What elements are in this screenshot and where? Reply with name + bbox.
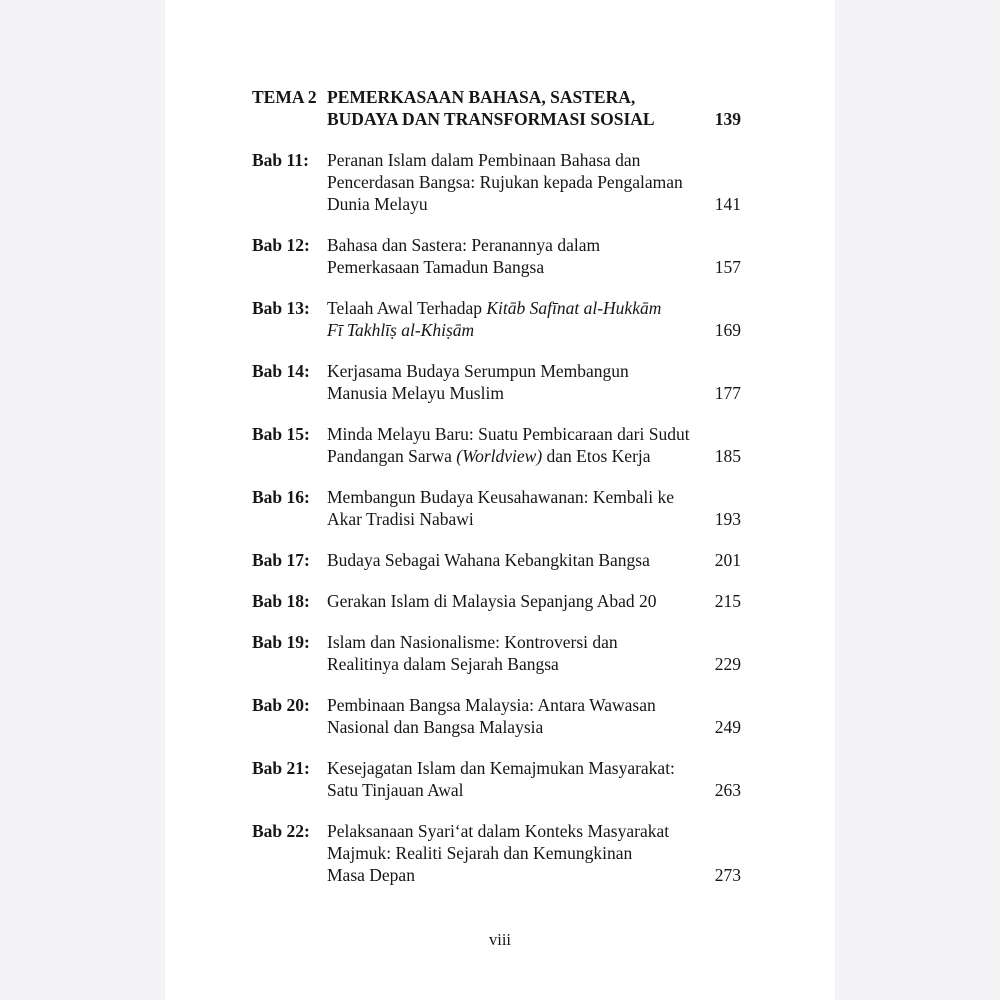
title-segment: Islam dan Nasionalisme: Kontroversi dan: [327, 632, 618, 652]
title-segment: Budaya Sebagai Wahana Kebangkitan Bangsa: [327, 550, 650, 570]
title-segment: Manusia Melayu Muslim: [327, 383, 504, 403]
entry-title-line: [327, 360, 703, 382]
title-segment: Minda Melayu Baru: Suatu Pembicaraan dari Sudut: [327, 424, 690, 444]
entry-title-line: [327, 486, 703, 508]
entry-title: [327, 631, 703, 675]
entry-page-number: 201: [714, 550, 741, 570]
entry-title: [327, 820, 703, 886]
entry-label: Bab 21:: [252, 758, 310, 778]
entry-title-line: [327, 193, 703, 215]
entry-title: [327, 549, 703, 571]
title-segment: Akar Tradisi Nabawi: [327, 509, 474, 529]
entry-page-number: 157: [714, 257, 741, 277]
title-segment: Majmuk: Realiti Sejarah dan Kemungkinan: [327, 843, 633, 863]
entry-title-line: [327, 694, 703, 716]
entry-page-number: 139: [714, 109, 741, 129]
entry-page-number: 273: [714, 865, 741, 885]
entry-page-number: 193: [714, 509, 741, 529]
title-segment: Masa Depan: [327, 865, 415, 885]
entry-page-number: 263: [714, 780, 741, 800]
toc-entry: [252, 297, 741, 341]
title-segment: Peranan Islam dalam Pembinaan Bahasa dan: [327, 150, 641, 170]
toc-entry: [252, 694, 741, 738]
title-segment: Dunia Melayu: [327, 194, 428, 214]
toc-entry: [252, 234, 741, 278]
toc-entry: [252, 486, 741, 530]
entry-page-number: 229: [714, 654, 741, 674]
entry-title-line: [327, 590, 703, 612]
title-segment: PEMERKASAAN BAHASA, SASTERA,: [327, 87, 636, 107]
toc-entry: [252, 360, 741, 404]
entry-title-line: [327, 423, 703, 445]
entry-title-line: [327, 171, 703, 193]
entry-page-number: 215: [714, 591, 741, 611]
entry-label: Bab 18:: [252, 591, 310, 611]
title-segment-italic: Fī Takhlīṣ al-Khiṣām: [327, 320, 475, 340]
title-segment: Pelaksanaan Syari‘at dalam Konteks Masyarakat: [327, 821, 670, 841]
entry-title-line: [327, 757, 703, 779]
entry-title-line: [327, 653, 703, 675]
entry-title: [327, 149, 703, 215]
entry-title-line: [327, 716, 703, 738]
entry-title: [327, 423, 703, 467]
title-segment: Pencerdasan Bangsa: Rujukan kepada Pengalaman: [327, 172, 683, 192]
entry-label: Bab 13:: [252, 298, 310, 318]
entry-label: Bab 22:: [252, 821, 310, 841]
entry-label: Bab 20:: [252, 695, 310, 715]
toc-entry: [252, 631, 741, 675]
entry-title: [327, 234, 703, 278]
entry-title-line: [327, 820, 703, 842]
title-segment: Nasional dan Bangsa Malaysia: [327, 717, 544, 737]
entry-label: Bab 19:: [252, 632, 310, 652]
entry-title-line: [327, 842, 703, 864]
entry-title: [327, 297, 703, 341]
title-segment: Pembinaan Bangsa Malaysia: Antara Wawasan: [327, 695, 656, 715]
entry-title-line: [327, 149, 703, 171]
page-number-folio: viii: [488, 930, 511, 949]
table-of-contents: [252, 86, 741, 886]
entry-title-line: [327, 319, 703, 341]
title-segment: Membangun Budaya Keusahawanan: Kembali ke: [327, 487, 674, 507]
entry-title: [327, 486, 703, 530]
entry-label: Bab 16:: [252, 487, 310, 507]
entry-title-line: [327, 549, 703, 571]
entry-title-line: [327, 297, 703, 319]
entry-title-line: [327, 86, 703, 108]
entry-title-line: [327, 864, 703, 886]
entry-page-number: 185: [714, 446, 741, 466]
title-segment: Telaah Awal Terhadap: [327, 298, 487, 318]
entry-label: Bab 15:: [252, 424, 310, 444]
entry-title: [327, 757, 703, 801]
entry-title-line: [327, 631, 703, 653]
entry-title-line: [327, 445, 703, 467]
entry-label: Bab 11:: [252, 150, 309, 170]
title-segment: Realitinya dalam Sejarah Bangsa: [327, 654, 559, 674]
entry-label: Bab 14:: [252, 361, 310, 381]
title-segment: dan Etos Kerja: [542, 446, 651, 466]
entry-title: [327, 86, 703, 130]
title-segment: BUDAYA DAN TRANSFORMASI SOSIAL: [327, 109, 655, 129]
entry-page-number: 249: [714, 717, 741, 737]
title-segment-italic: (Worldview): [456, 446, 543, 466]
title-segment: Pemerkasaan Tamadun Bangsa: [327, 257, 545, 277]
title-segment: Pandangan Sarwa: [327, 446, 457, 466]
entry-title: [327, 360, 703, 404]
entry-title-line: [327, 508, 703, 530]
title-segment-italic: Kitāb Safīnat al-Hukkām: [486, 298, 662, 318]
toc-entry: [252, 757, 741, 801]
entry-page-number: 141: [714, 194, 741, 214]
toc-theme-header: [252, 86, 741, 130]
entry-title-line: [327, 108, 703, 130]
entry-label: Bab 17:: [252, 550, 310, 570]
title-segment: Bahasa dan Sastera: Peranannya dalam: [327, 235, 601, 255]
title-segment: Satu Tinjauan Awal: [327, 780, 464, 800]
title-segment: Gerakan Islam di Malaysia Sepanjang Abad 20: [327, 591, 657, 611]
entry-label: Bab 12:: [252, 235, 310, 255]
entry-title: [327, 694, 703, 738]
toc-entry: [252, 149, 741, 215]
entry-label: TEMA 2: [252, 87, 317, 107]
entry-page-number: 177: [714, 383, 741, 403]
toc-entry: [252, 423, 741, 467]
entry-title: [327, 590, 703, 612]
toc-entry: [252, 549, 741, 571]
toc-entry: [252, 590, 741, 612]
book-page: [165, 0, 835, 1000]
title-segment: Kerjasama Budaya Serumpun Membangun: [327, 361, 629, 381]
entry-title-line: [327, 779, 703, 801]
entry-title-line: [327, 234, 703, 256]
entry-title-line: [327, 382, 703, 404]
entry-page-number: 169: [714, 320, 741, 340]
title-segment: Kesejagatan Islam dan Kemajmukan Masyarakat:: [327, 758, 675, 778]
entry-title-line: [327, 256, 703, 278]
toc-entry: [252, 820, 741, 886]
